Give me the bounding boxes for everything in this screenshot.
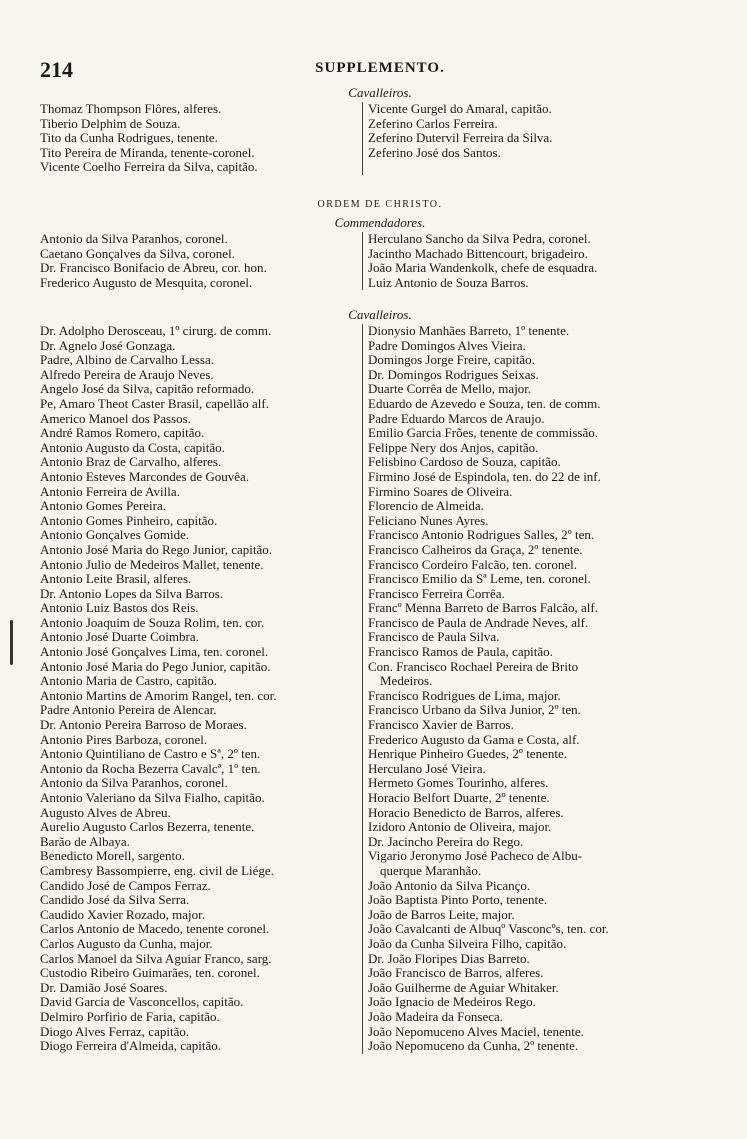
list-item: Francisco de Paula de Andrade Neves, alf. xyxy=(368,615,589,630)
left-column xyxy=(40,232,363,290)
list-item: João da Cunha Silveira Filho, capitão. xyxy=(368,936,567,951)
list-item: Con. Francisco Rochael Pereira de Brito xyxy=(368,659,579,674)
two-column-list xyxy=(40,102,720,175)
list-item: Vicente Gurgel do Amaral, capitão. xyxy=(368,102,552,116)
list-item: Zeferino José dos Santos. xyxy=(368,145,501,160)
list-item: Zeferino Carlos Ferreira. xyxy=(368,116,498,131)
list-item: Feliciano Nunes Ayres. xyxy=(368,513,489,528)
list-item: Dr. Domingos Rodrigues Seixas. xyxy=(368,367,539,382)
list-item: Frederico Augusto de Mesquita, coronel. xyxy=(40,275,253,290)
right-column xyxy=(363,324,720,1054)
margin-ink-mark xyxy=(10,620,13,665)
list-item: Dr. Francisco Bonifacio de Abreu, cor. hon. xyxy=(40,261,267,276)
list-item: Cambresy Bassompierre, eng. civil de Liége. xyxy=(40,863,274,878)
list-item: Firmino Soares de Oliveira. xyxy=(368,484,513,499)
list-item: João Cavalcanti de Albuqº Vasconcºs, ten. cor. xyxy=(368,922,609,937)
section-title: Cavalleiros. xyxy=(348,85,412,100)
list-item: Horacio Belfort Duarte, 2º tenente. xyxy=(368,791,550,805)
list-item: Aurelio Augusto Carlos Bezerra, tenente. xyxy=(40,820,255,835)
list-item: Francisco Ferreira Corrêa. xyxy=(368,586,505,601)
order-heading-block xyxy=(40,198,720,212)
list-item: Izidoro Antonio de Oliveira, major. xyxy=(368,820,552,835)
list-item: Francisco de Paula Silva. xyxy=(368,630,500,645)
list-item: Antonio Pires Barboza, coronel. xyxy=(40,732,208,747)
list-item: João Francisco de Barros, alferes. xyxy=(368,966,544,981)
left-column xyxy=(40,324,363,1054)
list-item: Antonio Braz de Carvalho, alferes. xyxy=(40,455,222,470)
list-item: Pe, Amaro Theot Caster Brasil, capellão alf. xyxy=(40,396,269,411)
list-item: Antonio Augusto da Costa, capitão. xyxy=(40,440,225,455)
list-item: Florencio de Almeida. xyxy=(368,499,484,514)
list-item: João Ignacio de Medeiros Rego. xyxy=(368,995,536,1010)
list-item: Antonio Quintiliano de Castro e Sª, 2º ten. xyxy=(40,747,261,762)
list-item: João de Barros Leite, major. xyxy=(368,907,515,922)
section-title: Cavalleiros. xyxy=(348,307,412,322)
list-item: Padre Eduardo Marcos de Araujo. xyxy=(368,411,545,426)
list-item: Medeiros. xyxy=(380,674,433,689)
list-item: Dr. João Floripes Dias Barreto. xyxy=(368,951,530,966)
list-item: Padre Domingos Alves Vieira. xyxy=(368,338,526,353)
list-item: Dr. Antonio Pereira Barroso de Moraes. xyxy=(40,718,247,733)
list-item: João Nepomuceno Alves Maciel, tenente. xyxy=(368,1024,584,1039)
list-item: Carlos Manoel da Silva Aguiar Franco, sarg. xyxy=(40,951,272,966)
section-commendadores xyxy=(40,214,720,290)
list-item: Thomaz Thompson Flôres, alferes. xyxy=(40,102,222,116)
list-item: Benedicto Morell, sargento. xyxy=(40,849,185,864)
list-item: Antonio José Gonçalves Lima, ten. coronel. xyxy=(40,645,269,660)
list-item: João Nepomuceno da Cunha, 2º tenente. xyxy=(368,1039,579,1054)
list-item: Tito Pereira de Miranda, tenente-coronel. xyxy=(40,145,255,160)
list-item: Francisco Ramos de Paula, capitão. xyxy=(368,645,553,660)
list-item: Antonio Martins de Amorim Rangel, ten. cor. xyxy=(40,688,277,703)
list-item: Caetano Gonçalves da Silva, coronel. xyxy=(40,246,235,261)
list-item: Augusto Alves de Abreu. xyxy=(40,805,171,820)
list-item: Padre Antonio Pereira de Alencar. xyxy=(40,703,217,718)
list-item: Francisco Emilio da Sª Leme, ten. coronel. xyxy=(368,572,591,587)
page-number: 214 xyxy=(40,57,73,82)
list-item: Caudido Xavier Rozado, major. xyxy=(40,907,205,922)
list-item: Herculano Sancho da Silva Pedra, coronel. xyxy=(368,232,591,246)
list-item: Antonio da Silva Paranhos, coronel. xyxy=(40,776,228,791)
list-item: Candido José da Silva Serra. xyxy=(40,893,190,908)
left-column xyxy=(40,102,363,175)
list-item: Francisco Urbano da Silva Junior, 2º ten. xyxy=(368,703,581,718)
list-item: Dr. Adolpho Derosceau, 1º cirurg. de comm. xyxy=(40,324,272,338)
list-item: Firmino José de Espindola, ten. do 22 de inf. xyxy=(368,469,601,484)
list-item: Frederico Augusto da Gama e Costa, alf. xyxy=(368,732,580,747)
list-item: André Ramos Romero, capitão. xyxy=(40,426,205,441)
list-item: Dr. Damião José Soares. xyxy=(40,980,168,995)
list-item: Luiz Antonio de Souza Barros. xyxy=(368,275,529,290)
list-item: Francisco Rodrigues de Lima, major. xyxy=(368,688,561,703)
list-item: Antonio José Maria do Rego Junior, capitão. xyxy=(40,542,272,557)
list-item: Padre, Albino de Carvalho Lessa. xyxy=(40,353,215,368)
right-column xyxy=(363,102,720,175)
list-item: Antonio Gonçalves Gomide. xyxy=(40,528,190,543)
list-item: João Maria Wandenkolk, chefe de esquadra. xyxy=(368,261,598,276)
list-item: Horacio Benedicto de Barros, alferes. xyxy=(368,805,564,820)
list-item: Antonio Maria de Castro, capitão. xyxy=(40,674,217,689)
list-item: Francisco Calheiros da Graça, 2º tenente. xyxy=(368,542,583,557)
list-item: Diogo Alves Ferraz, capitão. xyxy=(40,1024,190,1039)
order-title: ORDEM DE CHRISTO. xyxy=(317,199,443,210)
list-item: Vicente Coelho Ferreira da Silva, capitão. xyxy=(40,160,258,175)
list-item: Tito da Cunha Rodrigues, tenente. xyxy=(40,131,218,146)
list-item: Antonio Leite Brasil, alferes. xyxy=(40,572,192,587)
list-item: João Guilherme de Aguiar Whitaker. xyxy=(368,980,559,995)
list-item: Antonio Esteves Marcondes de Gouvêa. xyxy=(40,469,250,484)
list-item: Antonio Joaquim de Souza Rolim, ten. cor. xyxy=(40,615,265,630)
list-item: Antonio Ferreira de Avilla. xyxy=(40,484,180,499)
list-item: Hermeto Gomes Tourinho, alferes. xyxy=(368,776,549,791)
page-header xyxy=(40,57,720,81)
list-item: João Madeira da Fonseca. xyxy=(368,1009,504,1024)
list-item: Antonio Luiz Bastos dos Reis. xyxy=(40,601,199,616)
list-item: João Antonio da Silva Picanço. xyxy=(368,878,531,893)
list-item: Delmiro Porfirio de Faria, capitão. xyxy=(40,1009,220,1024)
section-cavalleiros-top xyxy=(40,84,720,175)
list-item: Felisbino Cardoso de Souza, capitão. xyxy=(368,455,561,470)
list-item: Antonio da Rocha Bezerra Cavalcª, 1º ten. xyxy=(40,761,261,776)
running-title: SUPPLEMENTO. xyxy=(315,60,445,76)
list-item: Duarte Corrêa de Mello, major. xyxy=(368,382,532,397)
list-item: Francisco Antonio Rodrigues Salles, 2º ten. xyxy=(368,528,595,543)
list-item: Henrique Pinheiro Guedes, 2º tenente. xyxy=(368,747,567,762)
list-item: Francisco Cordeiro Falcão, ten. coronel. xyxy=(368,557,578,572)
list-item: Dr. Agnelo José Gonzaga. xyxy=(40,338,176,353)
list-item: Francisco Xavier de Barros. xyxy=(368,718,514,733)
list-item: Eduardo de Azevedo e Souza, ten. de comm. xyxy=(368,396,601,411)
list-item: David Garcia de Vasconcellos, capitão. xyxy=(40,995,244,1010)
list-item: Zeferino Dutervil Ferreira da Silva. xyxy=(368,131,553,146)
list-item: Carlos Augusto da Cunha, major. xyxy=(40,936,213,951)
list-item: Dr. Jacincho Pereira do Rego. xyxy=(368,834,524,849)
list-item: Angelo José da Silva, capitão reformado. xyxy=(40,382,255,397)
list-item: Dr. Antonio Lopes da Silva Barros. xyxy=(40,586,224,601)
list-item: Herculano José Vieira. xyxy=(368,761,486,776)
list-item: Domingos Jorge Freire, capitão. xyxy=(368,353,535,368)
list-item: Antonio José Duarte Coimbra. xyxy=(40,630,199,645)
section-cavalleiros-main xyxy=(40,306,720,1054)
list-item: Alfredo Pereira de Araujo Neves. xyxy=(40,367,214,382)
list-item: Antonio Gomes Pereira. xyxy=(40,499,167,514)
list-item: Vigario Jeronymo José Pacheco de Albu- xyxy=(368,849,583,864)
list-item: Diogo Ferreira d'Almeida, capitão. xyxy=(40,1039,222,1054)
list-item: Antonio Julio de Medeiros Mallet, tenente. xyxy=(40,557,264,572)
list-item: Custodio Ribeiro Guimarães, ten. coronel. xyxy=(40,966,260,981)
section-title: Commendadores. xyxy=(334,215,426,230)
list-item: Antonio da Silva Paranhos, coronel. xyxy=(40,232,228,246)
list-item: Barão de Albaya. xyxy=(40,834,130,849)
list-item: Antonio José Maria do Pego Junior, capitão. xyxy=(40,659,271,674)
list-item: Carlos Antonio de Macedo, tenente coronel. xyxy=(40,922,270,937)
list-item: Antonio Valeriano da Silva Fialho, capitão. xyxy=(40,791,265,805)
list-item: Antonio Gomes Pinheiro, capitão. xyxy=(40,513,218,528)
two-column-list xyxy=(40,324,720,1054)
list-item: querque Maranhão. xyxy=(380,863,482,878)
list-item: Jacintho Machado Bittencourt, brigadeiro. xyxy=(368,246,588,261)
list-item: Dionysio Manhães Barreto, 1º tenente. xyxy=(368,324,570,338)
list-item: Candido José de Campos Ferraz. xyxy=(40,878,211,893)
list-item: Tiberio Delphim de Souza. xyxy=(40,116,181,131)
list-item: Emilio Garcia Frões, tenente de commissão. xyxy=(368,426,598,441)
list-item: Francº Menna Barreto de Barros Falcão, alf. xyxy=(368,601,599,616)
right-column xyxy=(363,232,720,290)
list-item: Felippe Nery dos Anjos, capitão. xyxy=(368,440,539,455)
list-item: João Baptista Pinto Porto, tenente. xyxy=(368,893,548,908)
list-item: Americo Manoel dos Passos. xyxy=(40,411,191,426)
two-column-list xyxy=(40,232,720,290)
